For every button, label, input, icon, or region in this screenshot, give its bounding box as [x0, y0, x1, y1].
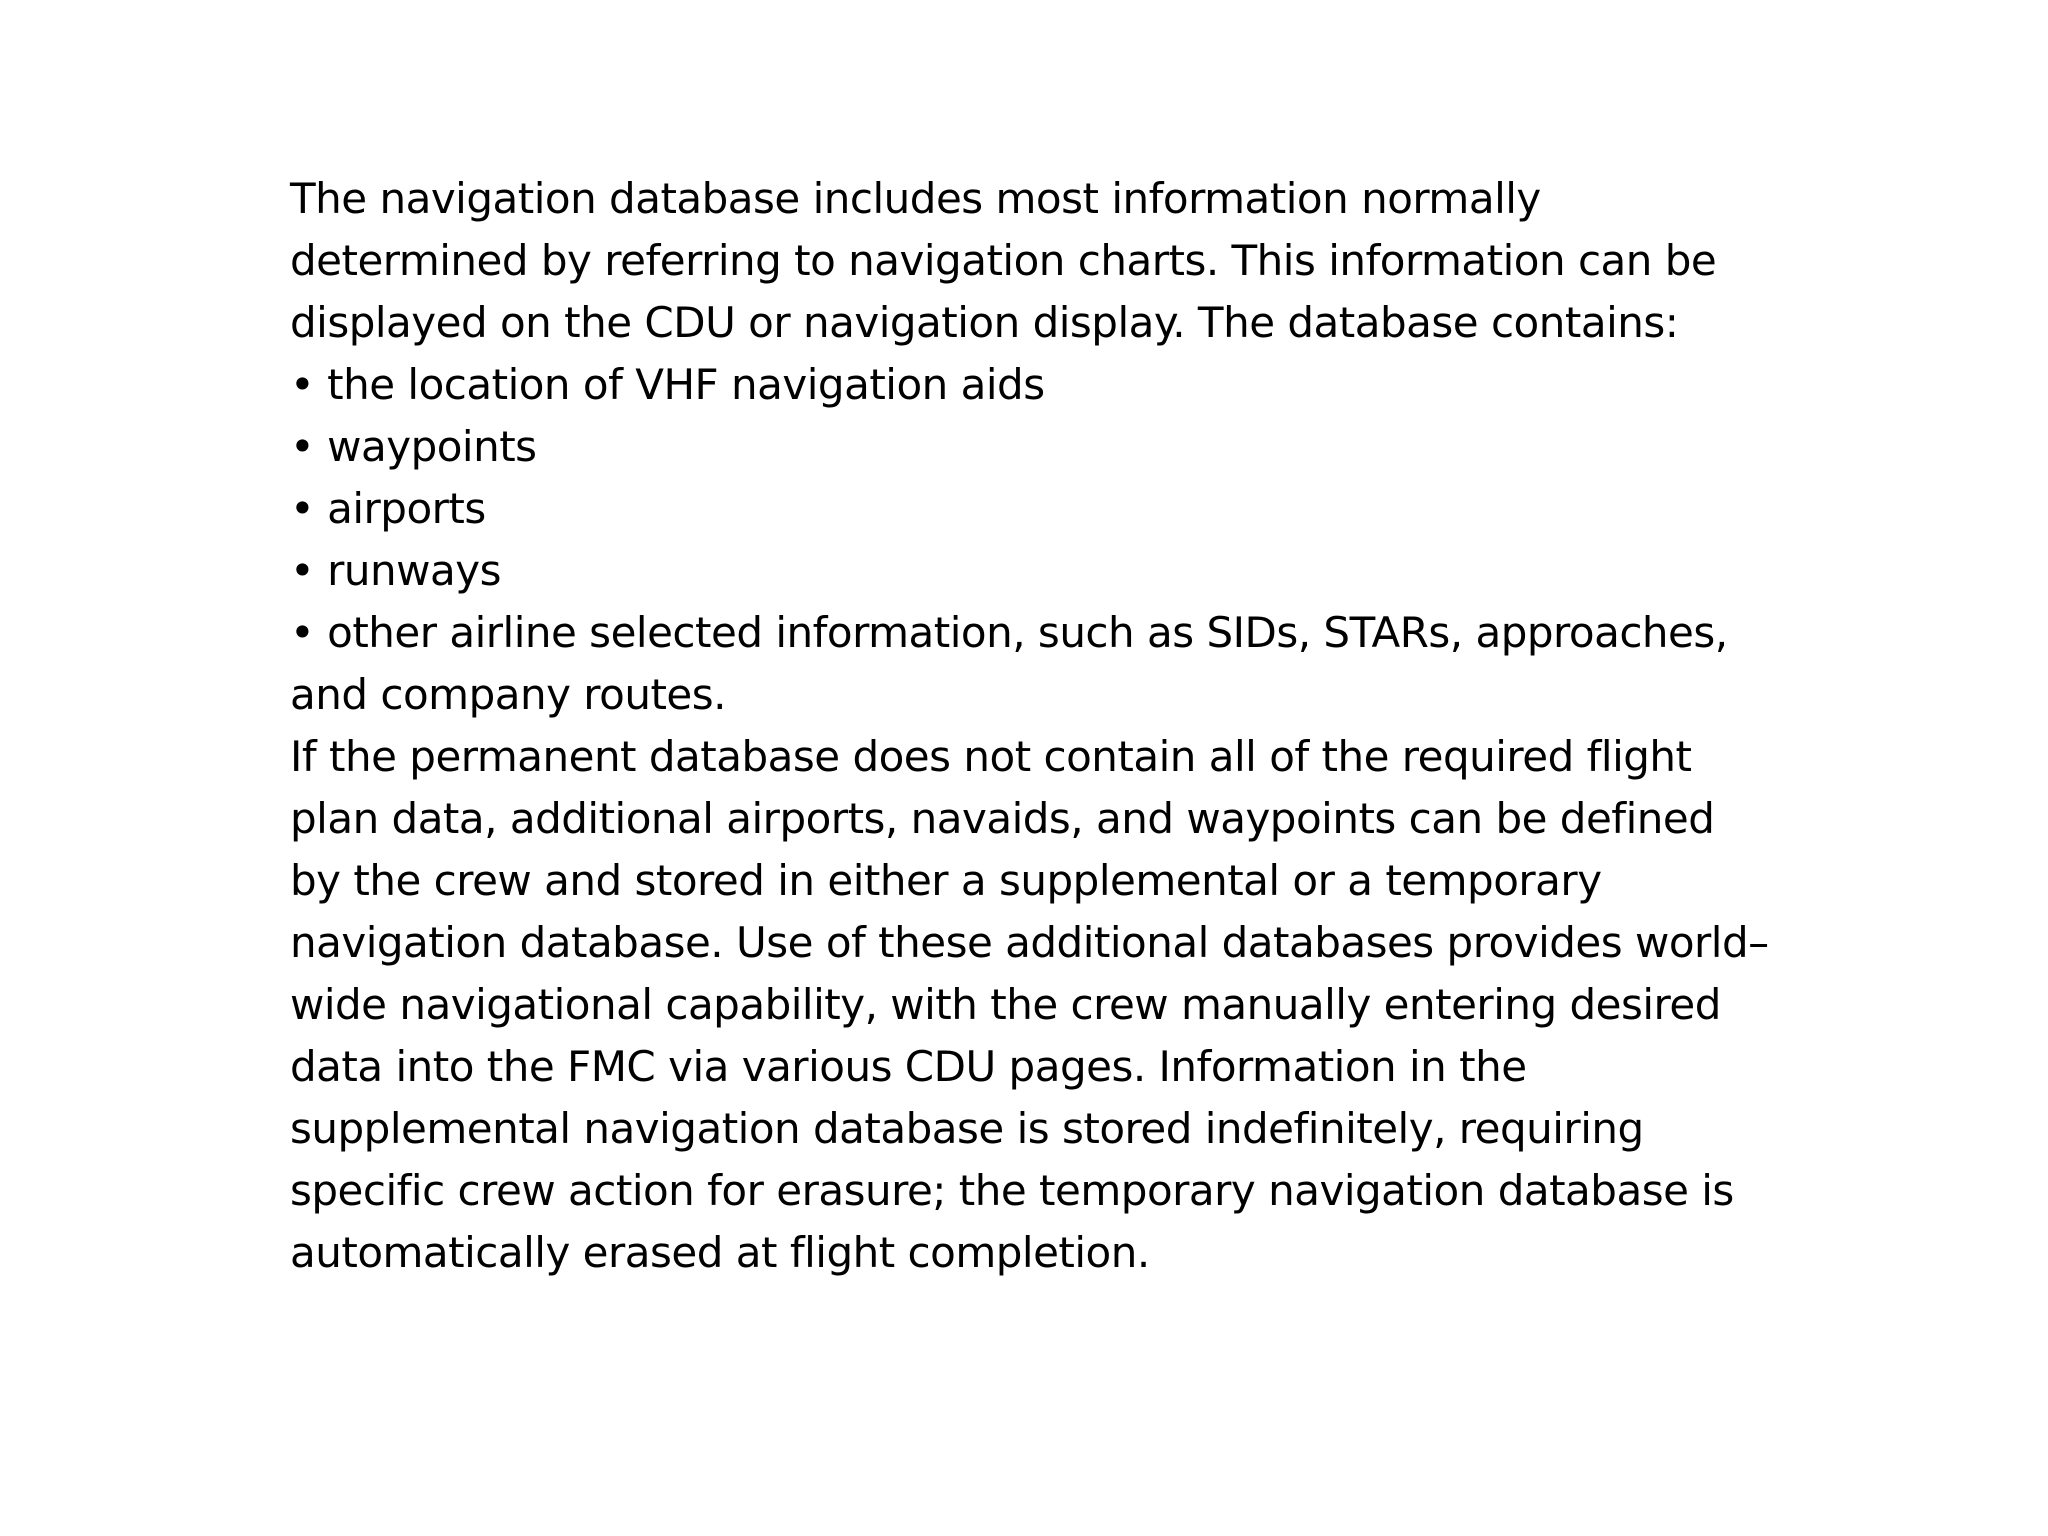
- text-line: determined by referring to navigation charts. This information can be: [290, 236, 1717, 285]
- text-line: navigation database. Use of these additional databases provides world–: [290, 918, 1769, 967]
- bullet-item: • other airline selected information, such as SIDs, STARs, approaches,: [290, 608, 1728, 657]
- bullet-item: • runways: [290, 546, 501, 595]
- text-line: The navigation database includes most information normally: [290, 174, 1541, 223]
- bullet-item: • waypoints: [290, 422, 537, 471]
- text-line: supplemental navigation database is stored indefinitely, requiring: [290, 1104, 1644, 1153]
- text-line: wide navigational capability, with the crew manually entering desired: [290, 980, 1721, 1029]
- text-line: displayed on the CDU or navigation display. The database contains:: [290, 298, 1679, 347]
- text-line: automatically erased at flight completion.: [290, 1228, 1150, 1277]
- bullet-item: • airports: [290, 484, 486, 533]
- text-line: data into the FMC via various CDU pages. Information in the: [290, 1042, 1527, 1091]
- body-text: [290, 168, 1850, 1284]
- bullet-item-continuation: and company routes.: [290, 670, 726, 719]
- text-line: plan data, additional airports, navaids, and waypoints can be defined: [290, 794, 1715, 843]
- bullet-item: • the location of VHF navigation aids: [290, 360, 1045, 409]
- text-line: If the permanent database does not contain all of the required flight: [290, 732, 1692, 781]
- text-line: specific crew action for erasure; the temporary navigation database is: [290, 1166, 1734, 1215]
- text-line: by the crew and stored in either a supplemental or a temporary: [290, 856, 1602, 905]
